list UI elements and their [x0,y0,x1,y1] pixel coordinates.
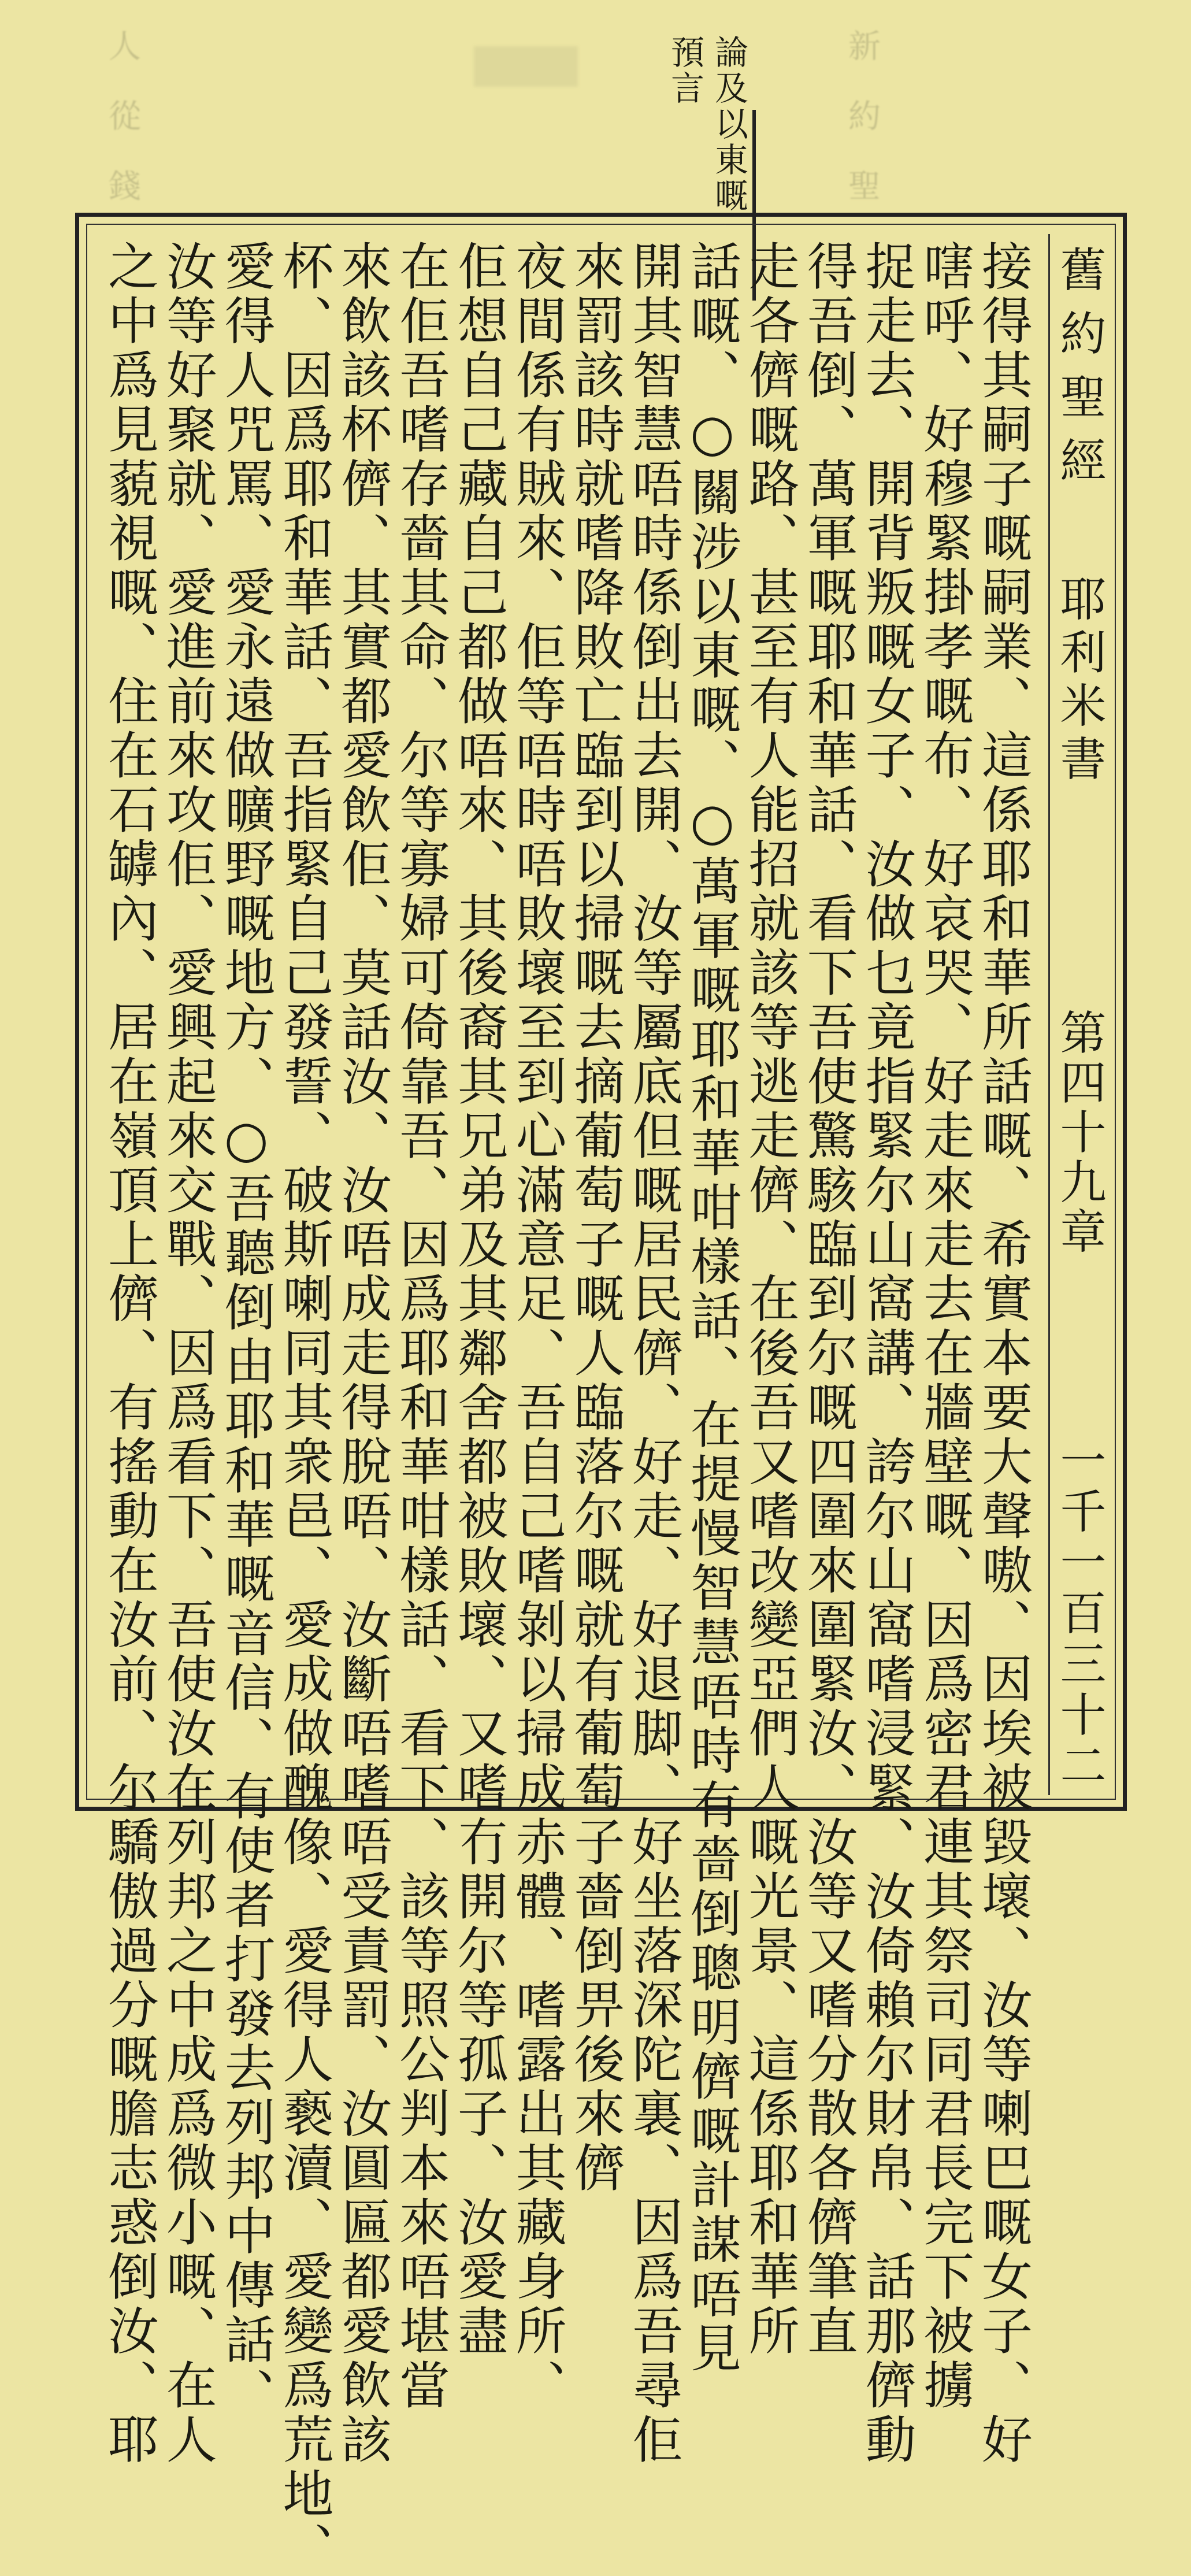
text-column: 愛得人咒罵、愛永遠做曠野嘅地方、○吾聽倒由耶和華嘅音信、有使者打發去列邦中傳話、 [216,240,276,2422]
text-column: 得吾倒、萬軍嘅耶和華話、看下吾使驚駭臨到尔嘅四圍來圍緊汝、汝等又嗜分散各儕筆直 [799,240,859,2359]
text-column: 話嘅、○關涉以東嘅、○萬軍嘅耶和華咁樣話、在提慢智慧唔時有嗇倒聰明儕嘅計謀唔見 [682,240,742,2376]
page-frame [75,213,1127,2576]
book-title: 舊約聖經 [1052,246,1106,500]
text-column: 夜間係有賊來、佢等唔時唔敗壞至到心滿意足、吾自己嗜剝以掃成赤體、嗜露出其藏身所、 [507,240,567,2413]
text-column: 開其智慧唔時係倒出去開、汝等屬底但嘅居民儕、好走、好退脚、好坐落深陀裏、因爲吾尋佢 [624,240,684,2467]
text-column: 汝等好聚就、愛進前來攻佢、愛興起來交戰、因爲看下、吾使汝在列邦之中成爲微小嘅、在人 [158,240,218,2467]
bleed-through-smudge [474,46,578,87]
ghost-char: 約 [843,99,881,131]
text-column: 嗐呼、好穆緊掛孝嘅布、好哀哭、好走來走去在牆壁嘅、因爲密君連其祭司同君長完下被擄 [915,240,975,2413]
text-column: 佢想自己藏自己都做唔來、其後裔其兄弟及其鄰舍都被敗壞、又嗜冇開尔等孤子、汝愛盡 [449,240,509,2359]
text-column: 走各儕嘅路、甚至有人能招就該等逃走儕、在後吾又嗜改變亞們人嘅光景、這係耶和華所 [740,240,800,2359]
text-column: 在佢吾嗜存嗇其命、尔等寡婦可倚靠吾、因爲耶和華咁樣話、看下、該等照公判本來唔堪當 [391,240,451,2413]
body-text [100,240,1033,2576]
ghost-char: 人 [103,29,141,61]
ghost-char: 聖 [843,169,881,201]
chapter-label: 第四十九章 [1052,1009,1106,1257]
bleed-through-text-left [104,29,140,201]
text-column: 捉走去、開背叛嘅女子、汝做乜竟指緊尔山窩講、誇尔山窩嗜浸緊、汝倚賴尔財帛、話那儕動 [857,240,917,2467]
bleed-through-text-right [844,29,880,201]
text-column: 接得其嗣子嘅嗣業、這係耶和華所話嘅、希實本要大聲嗷、因埃被毀壞、汝等喇巴嘅女子、好 [973,240,1033,2467]
ghost-char: 從 [103,99,141,131]
margin-note-line: 論及以東嘅 [709,35,748,214]
text-column: 來罰該時就嗜降敗亡臨到以掃嘅去摘葡萄子嘅人臨落尔嘅就有葡萄子嗇倒畀後來儕 [566,240,626,2196]
text-column: 之中爲見藐視嘅、住在石罅內、居在嶺頂上儕、有搖動在汝前、尔驕傲過分嘅膽志惑倒汝、耶 [100,240,159,2467]
ghost-char: 錢 [103,169,141,201]
page-number: 一千一百三十二 [1052,1436,1106,1792]
text-column: 杯、因爲耶和華話、吾指緊自己發誓、破斯喇同其衆邑、愛成做醜像、愛得人褻瀆、愛變爲荒地、 [274,240,335,2576]
running-head [1048,234,1108,1795]
volume-title: 耶利米書 [1052,575,1106,788]
ghost-char: 新 [843,29,881,61]
text-column: 來飲該杯儕、其實都愛飲佢、莫話汝、汝唔成走得脫唔、汝斷唔嗜唔受責罰、汝圓匾都愛飲該 [333,240,393,2467]
margin-note-line: 預言 [665,35,704,106]
